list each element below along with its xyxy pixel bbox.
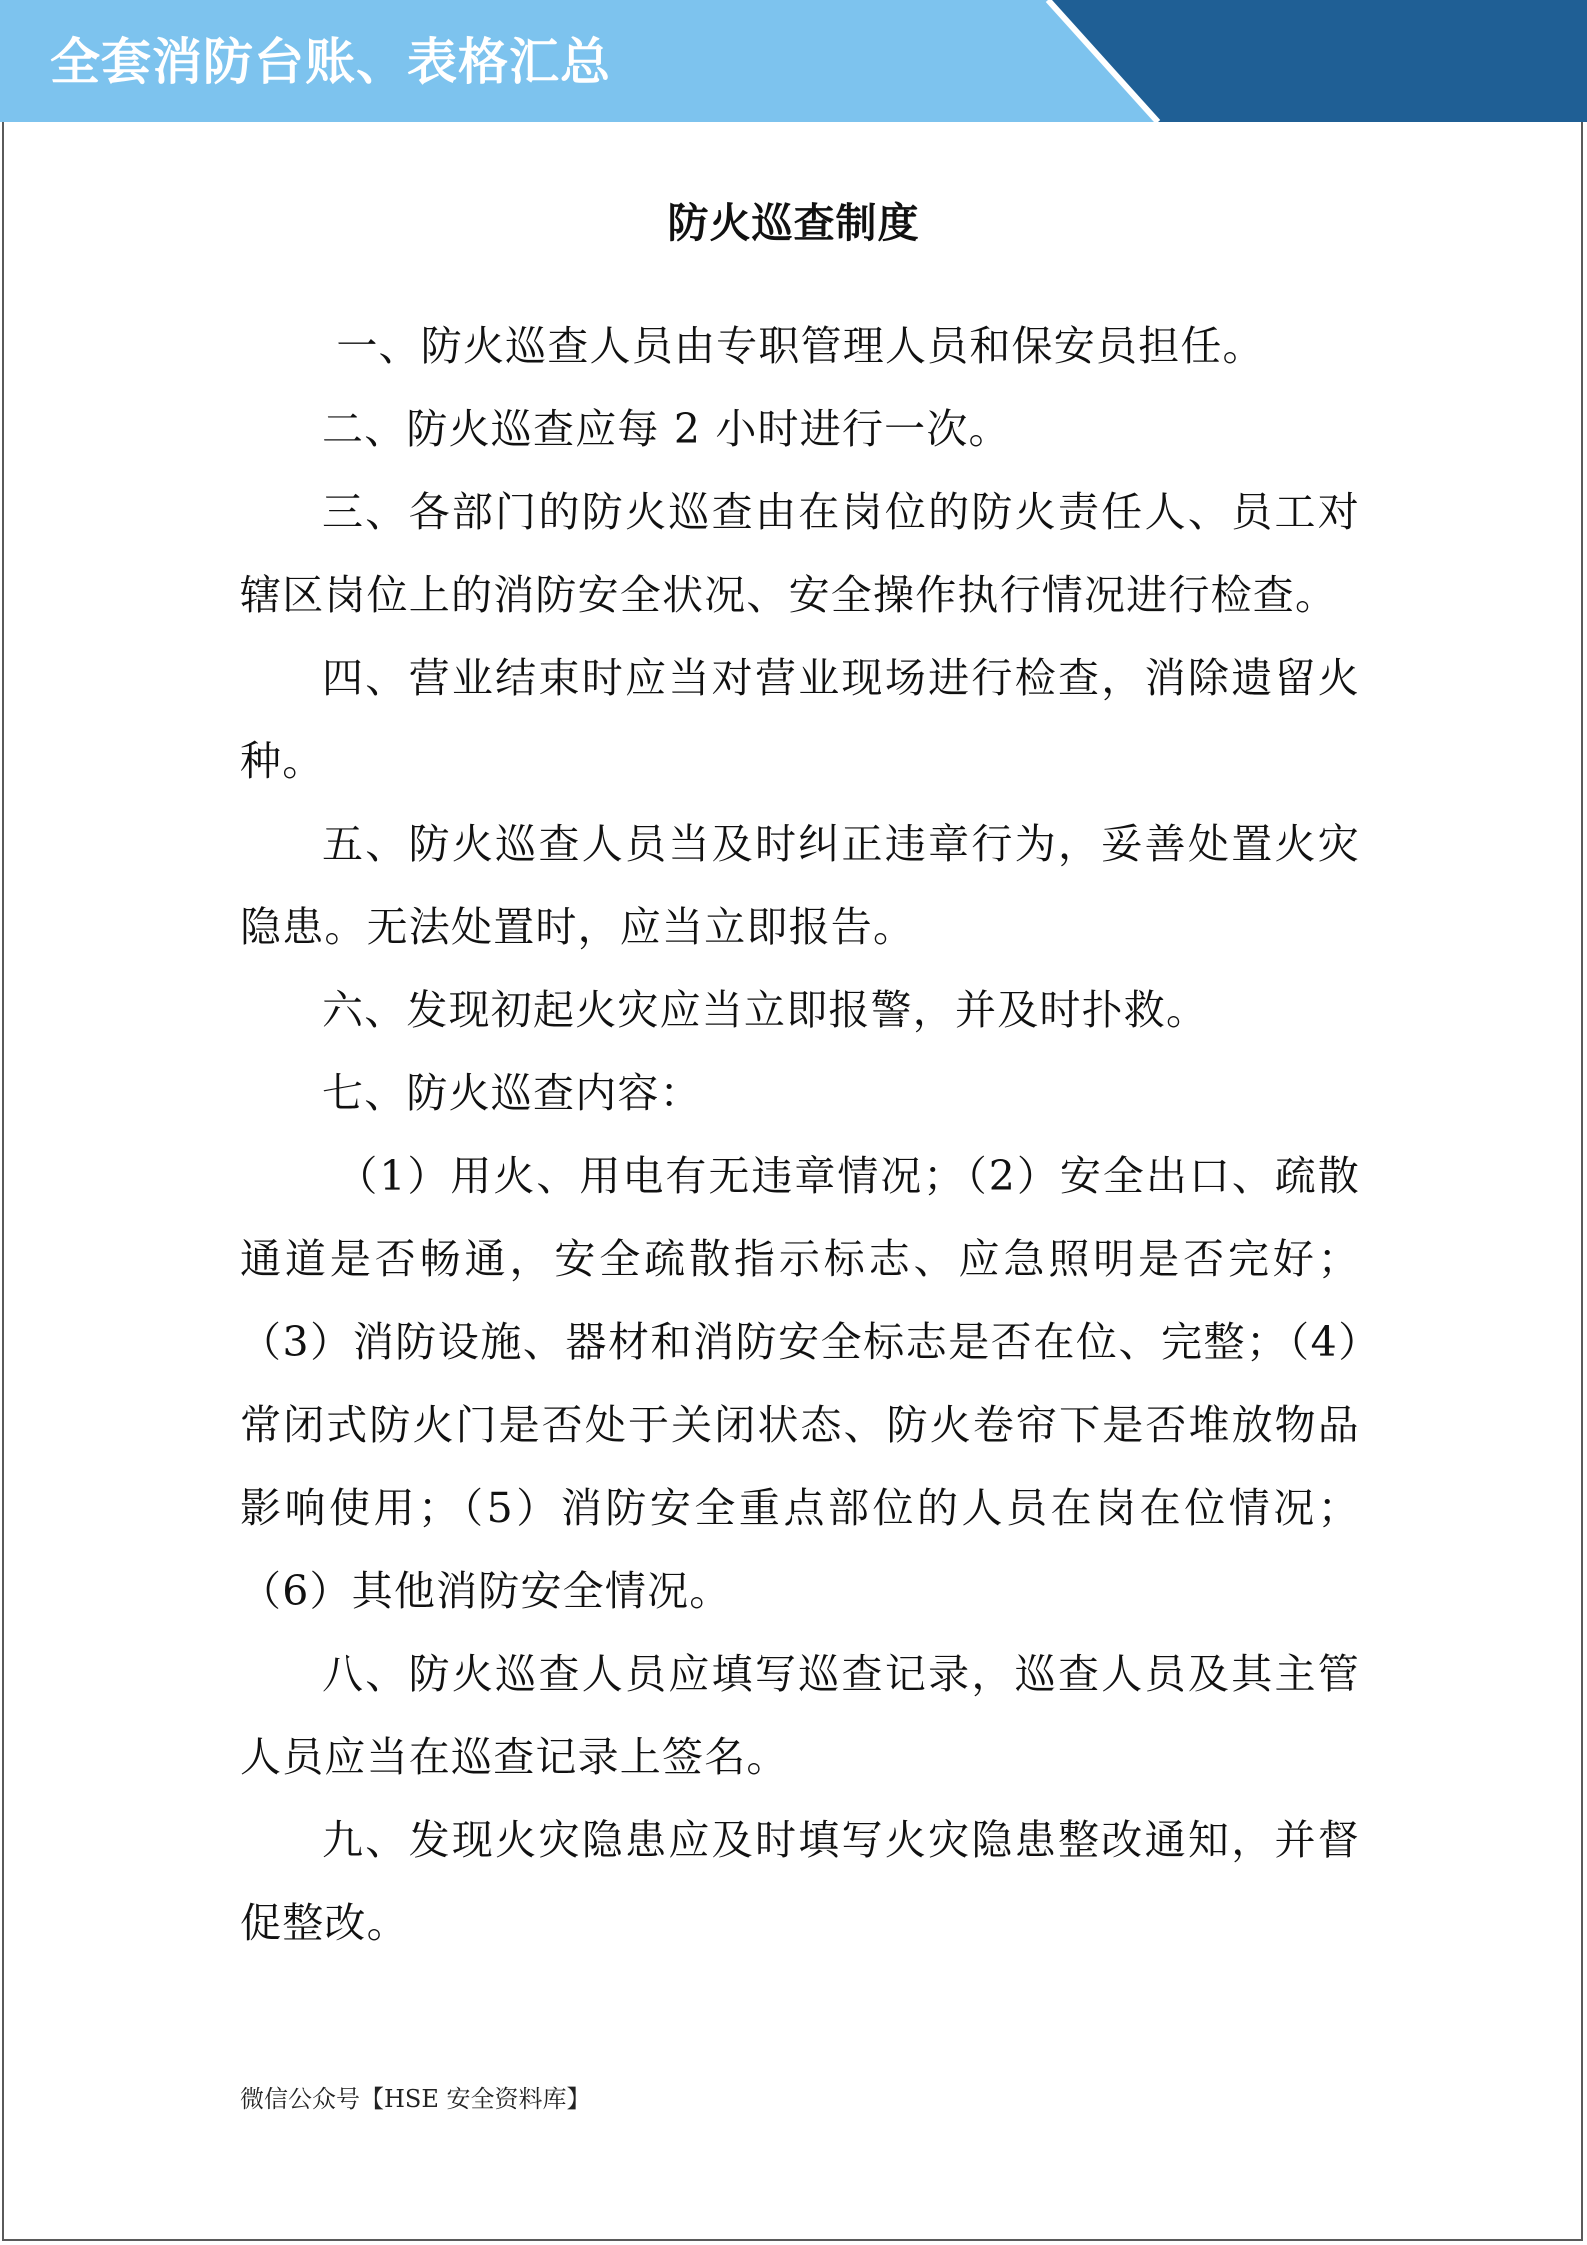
- header-banner: [0, 0, 1587, 122]
- header-title: 全套消防台账、表格汇总: [50, 33, 611, 91]
- paragraph-5: 五、防火巡查人员当及时纠正违章行为，妥善处置火灾隐患。无法处置时，应当立即报告。: [240, 820, 1360, 951]
- document-title: 防火巡查制度: [667, 199, 920, 247]
- paragraph-7-sub-items: （1）用火、用电有无违章情况；（2）安全出口、疏散通道是否畅通，安全疏散指示标志、应急照明是否完好；（3）消防设施、器材和消防安全标志是否在位、完整；（4）常闭式防火门是否处于关闭状态、防火卷帘下是否堆放物品影响使用；（5）消防安全重点部位的人员在岗在位情况；（6）其他消防安全情况。: [240, 1152, 1360, 1615]
- paragraph-7: 七、防火巡查内容：: [322, 1069, 702, 1117]
- paragraph-3: 三、各部门的防火巡查由在岗位的防火责任人、员工对辖区岗位上的消防安全状况、安全操作执行情况进行检查。: [240, 488, 1360, 619]
- paragraph-1: 一、防火巡查人员由专职管理人员和保安员担任。: [336, 322, 1265, 370]
- document-body: [240, 305, 1360, 1965]
- paragraph-8: 八、防火巡查人员应填写巡查记录，巡查人员及其主管人员应当在巡查记录上签名。: [240, 1650, 1360, 1781]
- paragraph-6: 六、发现初起火灾应当立即报警，并及时扑救。: [322, 986, 1209, 1034]
- footer-note: 微信公众号【HSE 安全资料库】: [240, 2085, 591, 2113]
- paragraph-9: 九、发现火灾隐患应及时填写火灾隐患整改通知，并督促整改。: [240, 1816, 1360, 1947]
- paragraph-2: 二、防火巡查应每 2 小时进行一次。: [322, 405, 1011, 453]
- paragraph-4: 四、营业结束时应当对营业现场进行检查，消除遗留火种。: [240, 654, 1360, 785]
